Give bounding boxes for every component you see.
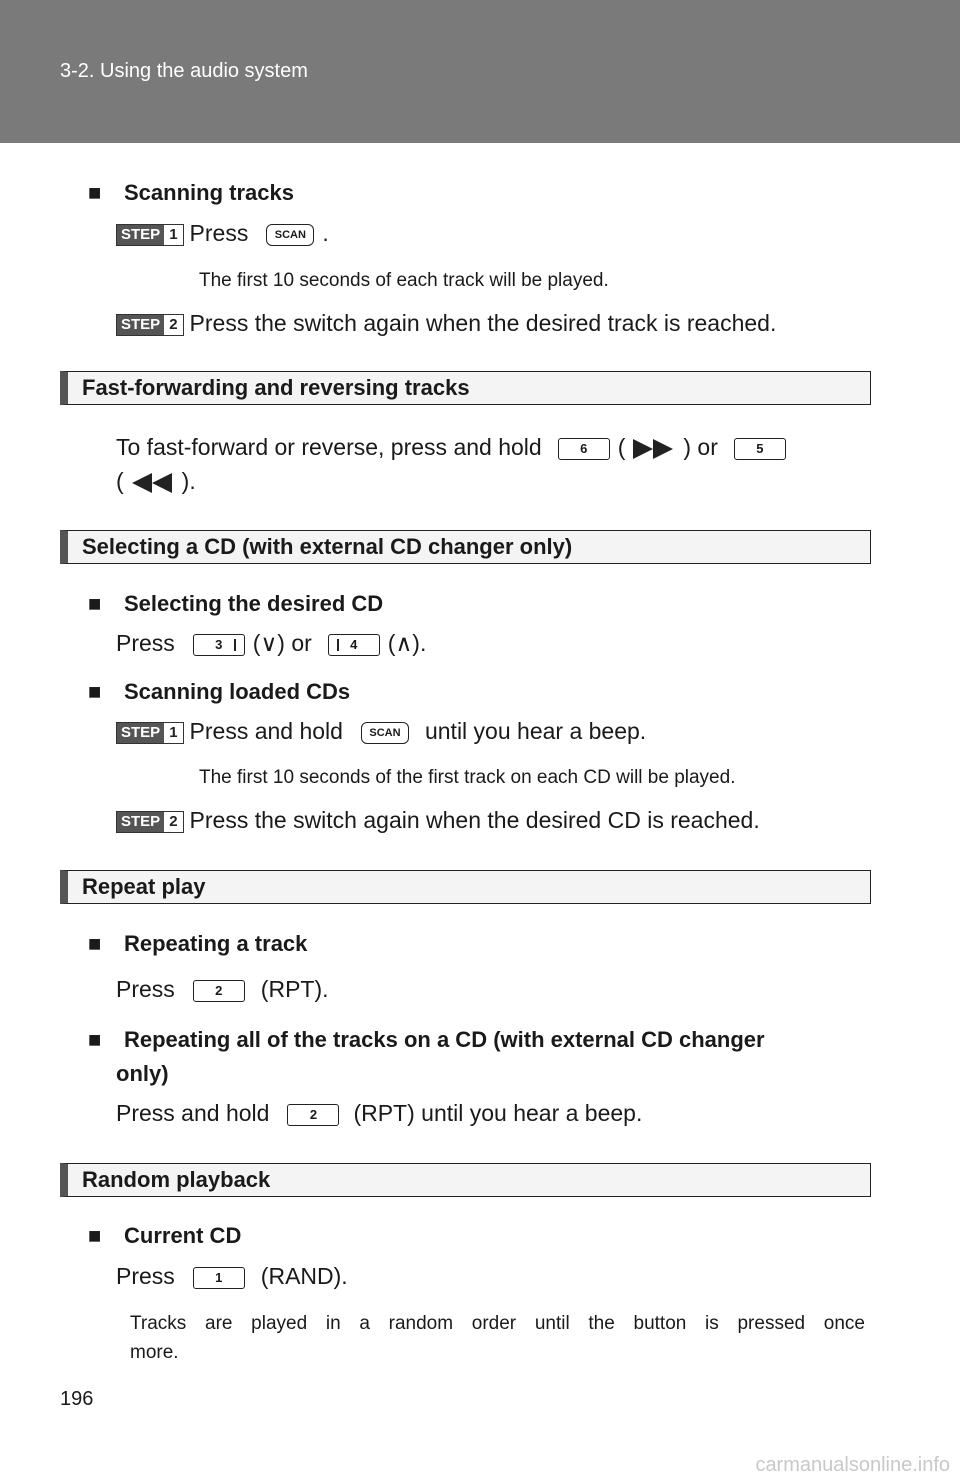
square-bullet-icon: ■ — [88, 180, 102, 205]
square-bullet-icon: ■ — [88, 1223, 102, 1248]
square-bullet-icon: ■ — [88, 679, 102, 704]
subheading-repeating-all: ■ Repeating all of the tracks on a CD (with external CD changer — [88, 1027, 765, 1052]
repeat-all-line: Press and hold 2 (RPT) until you hear a beep. — [116, 1100, 643, 1126]
random-line: Press 1 (RAND). — [116, 1263, 348, 1289]
key-2-icon: 2 — [193, 980, 245, 1002]
step-badge: STEP 2 — [116, 314, 184, 336]
subheading-scanning-loaded-cds: ■ Scanning loaded CDs — [88, 679, 351, 704]
key-6-icon: 6 — [558, 438, 610, 460]
random-note-line2: more. — [130, 1342, 179, 1363]
subheading-current-cd: ■ Current CD — [88, 1223, 242, 1248]
subheading-selecting-desired-cd: ■ Selecting the desired CD — [88, 591, 384, 616]
select-cd-line: Press 3 (∨) or 4 (∧). — [116, 630, 427, 656]
page-header — [0, 0, 960, 143]
scan-button-icon: SCAN — [361, 722, 409, 744]
section-bar-random-playback: Random playback — [60, 1163, 871, 1197]
section-bar-selecting-cd: Selecting a CD (with external CD changer only) — [60, 530, 871, 564]
repeat-track-line: Press 2 (RPT). — [116, 976, 329, 1002]
cd-scan-step-2: STEP 2 Press the switch again when the desired CD is reached. — [116, 807, 760, 834]
key-2-icon: 2 — [287, 1104, 339, 1126]
step-badge: STEP 2 — [116, 811, 184, 833]
subheading-repeating-all-cont: only) — [116, 1061, 169, 1086]
cd-scan-note: The first 10 seconds of the first track on each CD will be played. — [199, 767, 736, 788]
ff-text-line1: To fast-forward or reverse, press and hold 6 ( ) or 5 — [116, 434, 794, 461]
scan-step-1: STEP 1 Press SCAN . — [116, 220, 329, 247]
random-note-line1: Tracks are played in a random order until the button is pressed once — [130, 1313, 865, 1334]
square-bullet-icon: ■ — [88, 1027, 102, 1052]
scan-note: The first 10 seconds of each track will be played. — [199, 270, 609, 291]
key-5-icon: 5 — [734, 438, 786, 460]
key-4-icon: 4 — [328, 634, 380, 656]
cd-scan-step-1: STEP 1 Press and hold SCAN until you hear a beep. — [116, 718, 646, 745]
square-bullet-icon: ■ — [88, 931, 102, 956]
ff-text-line2: ( ). — [116, 468, 196, 494]
subheading-repeating-track: ■ Repeating a track — [88, 931, 308, 956]
step-badge: STEP 1 — [116, 722, 184, 744]
rewind-icon — [130, 471, 176, 495]
section-title: 3-2. Using the audio system — [60, 60, 308, 82]
watermark: carmanualsonline.info — [755, 1454, 950, 1476]
key-1-icon: 1 — [193, 1267, 245, 1289]
fast-forward-icon — [631, 437, 677, 461]
key-3-icon: 3 — [193, 634, 245, 656]
section-bar-repeat-play: Repeat play — [60, 870, 871, 904]
scan-step-2: STEP 2 Press the switch again when the desired track is reached. — [116, 310, 776, 337]
section-bar-fast-forward: Fast-forwarding and reversing tracks — [60, 371, 871, 405]
step-badge: STEP 1 — [116, 224, 184, 246]
page-number: 196 — [60, 1388, 94, 1410]
scan-button-icon: SCAN — [266, 224, 314, 246]
subheading-scanning-tracks: ■ Scanning tracks — [88, 180, 294, 205]
square-bullet-icon: ■ — [88, 591, 102, 616]
